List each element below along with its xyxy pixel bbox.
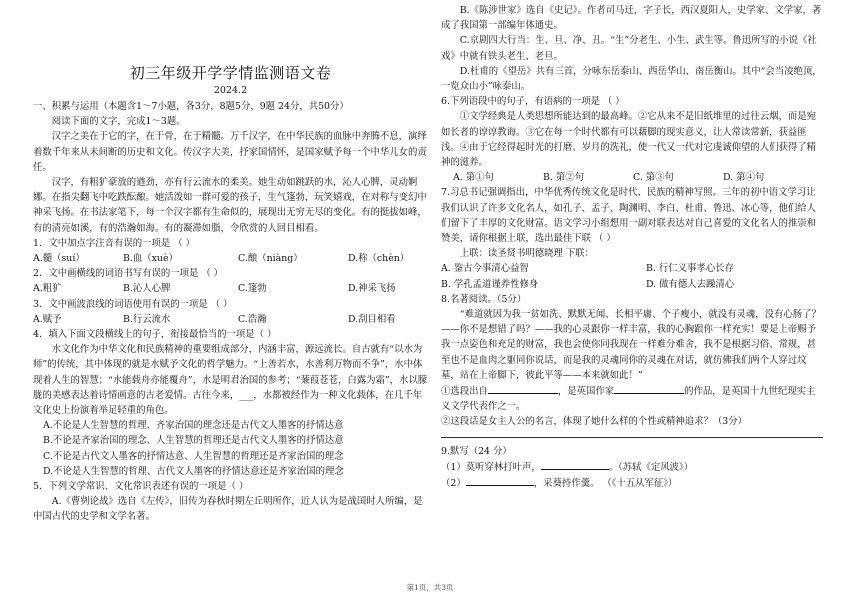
text-line: 3．文中画波浪线的词语使用有误的一项是 （ ） (33, 298, 233, 310)
text-line: A.不论是人生智慧的哲理、齐家治国的理念还是古代文人墨客的抒情达意 (43, 420, 344, 432)
option: A.粗犷 (33, 283, 62, 295)
option: B. 第②句 (543, 172, 584, 184)
text-line: 5．下列文学常识、文化常识表述有误的一项是（ ） (33, 481, 249, 493)
option: C.浩瀚 (238, 313, 267, 325)
option: C. 第③句 (633, 172, 674, 184)
text-line: 汉字之美在于它的字，在于骨，在于精髓。万千汉字，在中华民族的血脉中奔腾不息，演绎着数千年来从未间断的历史和文化。传汉字大美，抒家国情怀，是国家赋予每一个中华儿女的责任。 (33, 131, 427, 173)
option: D. 第④句 (723, 172, 765, 184)
option: D.刮目相看 (348, 313, 396, 325)
option-row (441, 261, 823, 276)
answer-line (441, 437, 823, 438)
text-line: 4．填入下面文段横线上的句子，衔接最恰当的一项是（ ） (33, 329, 277, 341)
option: A.髓（suí） (33, 253, 85, 265)
text-line: C.不论是古代文人墨客的抒情达意、人生智慧的哲理还是齐家治国的理念 (43, 450, 344, 462)
option-row (441, 277, 823, 292)
text-line: 上联：读圣贤书明德晓理 下联： (459, 248, 595, 260)
text-line: 9.默写（24 分） (441, 445, 512, 457)
option: B.沁人心脾 (123, 283, 171, 295)
fill-in-line: （2） ，采葵持作羹。 （《十五从军征》） (441, 475, 823, 491)
fill-in-line: （1）莫听穿林打叶声， 。（苏轼《定风波》） (441, 459, 823, 475)
page-footer: 第1页，共3页 (406, 583, 454, 592)
right-body (441, 3, 823, 491)
option: B. 学孔孟道谨养性修身 (441, 278, 539, 290)
text-line: 7.习总书记强调指出，中华优秀传统文化是时代、民族的精神写照。三年的初中语文学习让我们认识了许多文化名人，如孔子、孟子、陶渊明、李白、杜甫、鲁迅、冰心等，他们给人们留下了丰厚的文化财富。语文学习小组想用一副对联表达对自己喜爱的文化名人的推崇和赞美，请你根据上联，选出最佳下联 （ ） (441, 187, 817, 245)
option: D.神采飞扬 (348, 283, 396, 295)
text-line: 汉字，有粗犷豪放的遒劲，亦有行云流水的柔美。她生动如跳跃的水，沁人心脾，灵动婀娜。在指尖翻飞中吃跌酝酿。她活泼如一群可爱的孩子，生气篷勃，玩笑嬉戏，在对称与变幻中神采飞扬。在书法家笔下，每一个汉字都有生命似的，展现出无穷无尽的变化。有的挺拔如峰，有的清亮如溪，有的浩瀚如海。有的凝滞如脂，令欣赏的人回目相看。 (33, 177, 427, 234)
option: B.行云流水 (123, 313, 171, 325)
text-line: ②这段话是女主人公的名言，体现了她什么样的个性或精神追求？（3分） (441, 416, 747, 428)
text-line: 8.名著阅读。（5分） (441, 293, 527, 305)
text-line: B.《陈涉世家》选自《史记》。作者司马迁，字子长，西汉夏阳人，史学家、文学家，著成了我国第一部编年体通史。 (441, 5, 822, 32)
text-line: 水文化作为中华文化和民族精神的重要组成部分，内涵丰富，源远流长。自古就有“以水为师”的传统，其中体现的就是水赋予文化的哲学魅力。“上善若水，水善利万物而不争”，水中体现着人生的智慧；“水能载舟亦能覆舟”，水是明君治国的参考；“蒹葭苍苍，白露为霜”，水以朦胧的美感表达着诗情画意的古老爱情。古往今来，___，水都被经作为一种文化载体，在几千年文化史上扮演着举足轻重的角色。 (33, 344, 428, 417)
text-line: 1．文中加点字注音有误的一项是 （ ） (33, 237, 195, 249)
option-row (33, 312, 428, 327)
option-row (33, 281, 428, 296)
fill-in-line: ①选段出自 ，是英国作家 的作品，是英国十九世纪现实主义文学代表作之一。 (441, 383, 823, 414)
exam-date: 2024.2 (213, 85, 248, 96)
text-line: B.不论是齐家治国的理念、人生智慧的哲理还是古代文人墨客的抒情达意 (43, 435, 344, 447)
text-line: 6.下列语段中的句子，有语病的一项是 （ ） (441, 96, 625, 108)
option: A.赋予 (33, 313, 62, 325)
option-row (441, 170, 823, 185)
text-line: 一、积累与运用（本题含1～7小题，各3分，8题5分，9题 24分，共50分） (33, 101, 349, 112)
text-line: D.不论是人生智慧的哲理、古代文人墨客的抒情达意还是齐家治国的理念 (43, 465, 344, 477)
text-line: 2．文中画横线的词语书写有误的一项是 （ ） (33, 268, 224, 280)
option: B.血（xuè） (123, 253, 178, 265)
option: D.称（chèn） (348, 253, 410, 265)
right-column (441, 0, 823, 491)
option-row (33, 251, 428, 266)
text-line: C.京剧四大行当：生、旦、净、丑。“生”分老生、小生、武生等。鲁迅所写的小说《社戏》中就有铁头老生、老旦。 (441, 35, 817, 62)
option: B. 行仁义事孝心长存 (646, 263, 734, 275)
page-title: 初三年级开学学情监测语文卷 (129, 64, 332, 82)
left-body (33, 99, 428, 525)
option: C.篷勃 (238, 283, 267, 295)
text-line: 阅读下面的文字，完成1～3题。 (51, 116, 186, 128)
text-line: ①文学经典是人类思想所能达到的最高峰。②它从来不是旧纸堆里的过往云烟，而是宛如长者的谆谆教诲。③它在每一个时代都有可以藉脚的现实意义，让人常读常新，获益匪浅。④由于它经得起时光的打磨、岁月的洗礼，使一代又一代对它虔诚仰望的人们获得了精神的滋养。 (441, 111, 817, 169)
option: D. 做有德人去躁清心 (646, 278, 735, 290)
option: A. 第①句 (453, 172, 494, 184)
left-column (33, 0, 428, 525)
text-line: D.杜甫的《望岳》共有三首，分咏东岳泰山、西岳华山、南岳衡山。其中“会当凌绝顶，一览众山小”咏泰山。 (441, 65, 822, 93)
text-line: “难道就因为我一贫如洗、默默无闻、长相平庸、个子瘦小，就没有灵魂，没有心肠了？——你不是想错了吗？——我的心灵跟你一样丰富，我的心胸跟你一样充实！要是上帝赐予我一点姿色和充足的财富，我也会使你同我现在一样难分难舍，我不是根据习俗、常规，甚至也不是血肉之躯同你说话，而是我的灵魂同你的灵魂在对话，就仿佛我们两个人穿过坟墓，站在上帝脚下，彼此平等——本来就如此！” (441, 309, 821, 381)
option: A. 鉴古今事清心益智 (441, 263, 529, 275)
text-line: A.《曹刿论战》选自《左传》，旧传为春秋时期左丘明所作，近人认为是战国时人所编，是中国古代的史学和文学名著。 (33, 496, 423, 523)
option: C.酿（niàng） (238, 253, 303, 265)
